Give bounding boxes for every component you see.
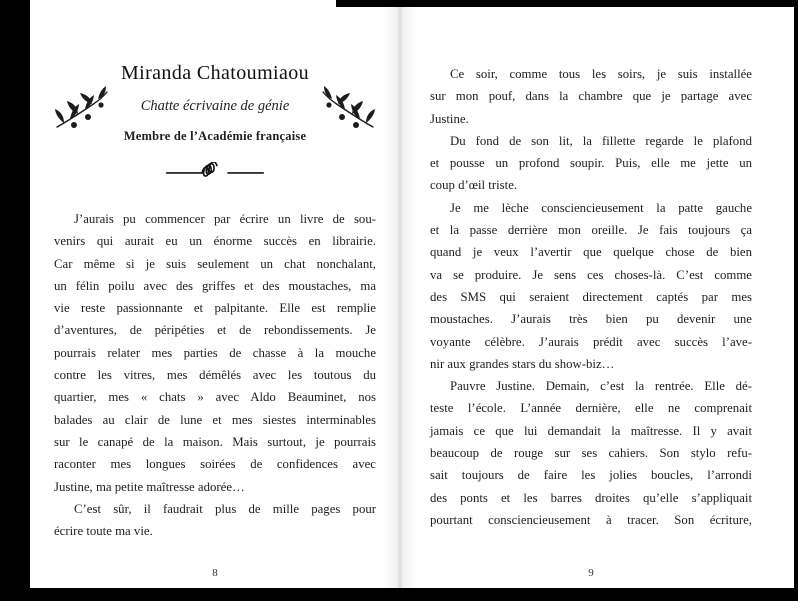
text-line: des ponts et les barres droites qu’elle s’appliquait [430,490,752,505]
text-line: Du fond de son lit, la fillette regarde le plafond [450,133,752,148]
text-line: C’est sûr, il faudrait plus de mille pages pour [74,501,376,516]
text-line: coup d’œil triste. [430,178,518,193]
page-right [400,7,794,588]
text-line: va se produire. Je sens ces choses-là. C’est comme [430,267,752,282]
text-line: nir aux grandes stars du show-biz… [430,356,615,371]
text-line: sur le canapé de la maison. Mais surtout, je pourrais [54,434,376,449]
text-line: voyante célèbre. J’aurais prédit avec succès l’ave- [430,334,752,349]
text-line: et pousse un profond soupir. Puis, elle me jette un [430,156,752,171]
text-line: Justine. [430,111,469,126]
pen-squiggle-divider-icon [54,162,376,182]
text-line: sur mon pouf, dans la chambre que je partage avec [430,89,752,104]
author-subtitle: Chatte écrivaine de génie [140,98,290,114]
text-line: vie reste passionnante et palpitante. Elle est remplie [54,301,376,316]
text-line: teste l’école. L’année dernière, elle ne comprenait [430,401,752,416]
text-line: pourtant consciencieusement à tracer. Son écriture, [430,512,752,527]
text-line: moustaches. J’aurais très bien pu devenir une [430,312,752,327]
text-line: beaucoup de rouge sur ses cahiers. Son stylo refu- [430,446,752,461]
book-spread [30,7,794,588]
page-edge-sliver [30,0,336,7]
text-line: Justine, ma petite maîtresse adorée… [54,479,245,494]
text-line: venirs qui aurait eu un énorme succès en librairie. [54,234,376,249]
chapter-header [54,61,376,144]
text-line: jamais ce que lui demandait la maîtresse. Il y avait [430,423,752,438]
text-line: des SMS qui seraient directement captés par mes [430,289,752,304]
page-number-right: 9 [588,567,594,579]
text-line: un félin poilu avec des griffes et des moustaches, ma [54,278,376,293]
author-title: Miranda Chatoumiaou [120,62,310,84]
olive-branch-icon [320,83,376,136]
page-left [30,7,400,588]
right-page-text [430,7,752,531]
text-line: d’aventures, de péripéties et de rebondissements. Je [54,323,376,338]
author-affiliation: Membre de l’Académie française [123,129,307,143]
olive-branch-icon [54,83,110,136]
title-block [116,61,314,144]
text-line: raconter mes longues soirées de confidences avec [54,457,376,472]
page-number-left: 8 [212,567,218,579]
text-line: Je me lèche consciencieusement la patte gauche [450,200,752,215]
text-line: écrire toute ma vie. [54,524,153,539]
text-line: sait toujours de faire les jolies boucles, l’arrondi [430,468,752,483]
text-line: pourrais relater mes parties de chasse à la mouche [54,345,376,360]
text-line: quand je veux l’avertir que quelque chose de bien [430,245,752,260]
left-page-text [54,208,376,542]
text-line: Car même si je suis seulement un chat nonchalant, [54,256,376,271]
text-line: Ce soir, comme tous les soirs, je suis installée [450,67,752,81]
text-line: J’aurais pu commencer par écrire un livre de sou- [74,212,376,226]
text-line: quartier, mes « chats » avec Aldo Beauminet, nos [54,390,376,405]
text-line: contre les vitres, mes démêlés avec les toutous du [54,368,376,383]
text-line: et la passe derrière mon oreille. Je fais toujours ça [430,223,752,238]
text-line: Pauvre Justine. Demain, c’est la rentrée. Elle dé- [450,379,752,394]
text-line: balades au clair de lune et mes siestes interminables [54,412,376,427]
